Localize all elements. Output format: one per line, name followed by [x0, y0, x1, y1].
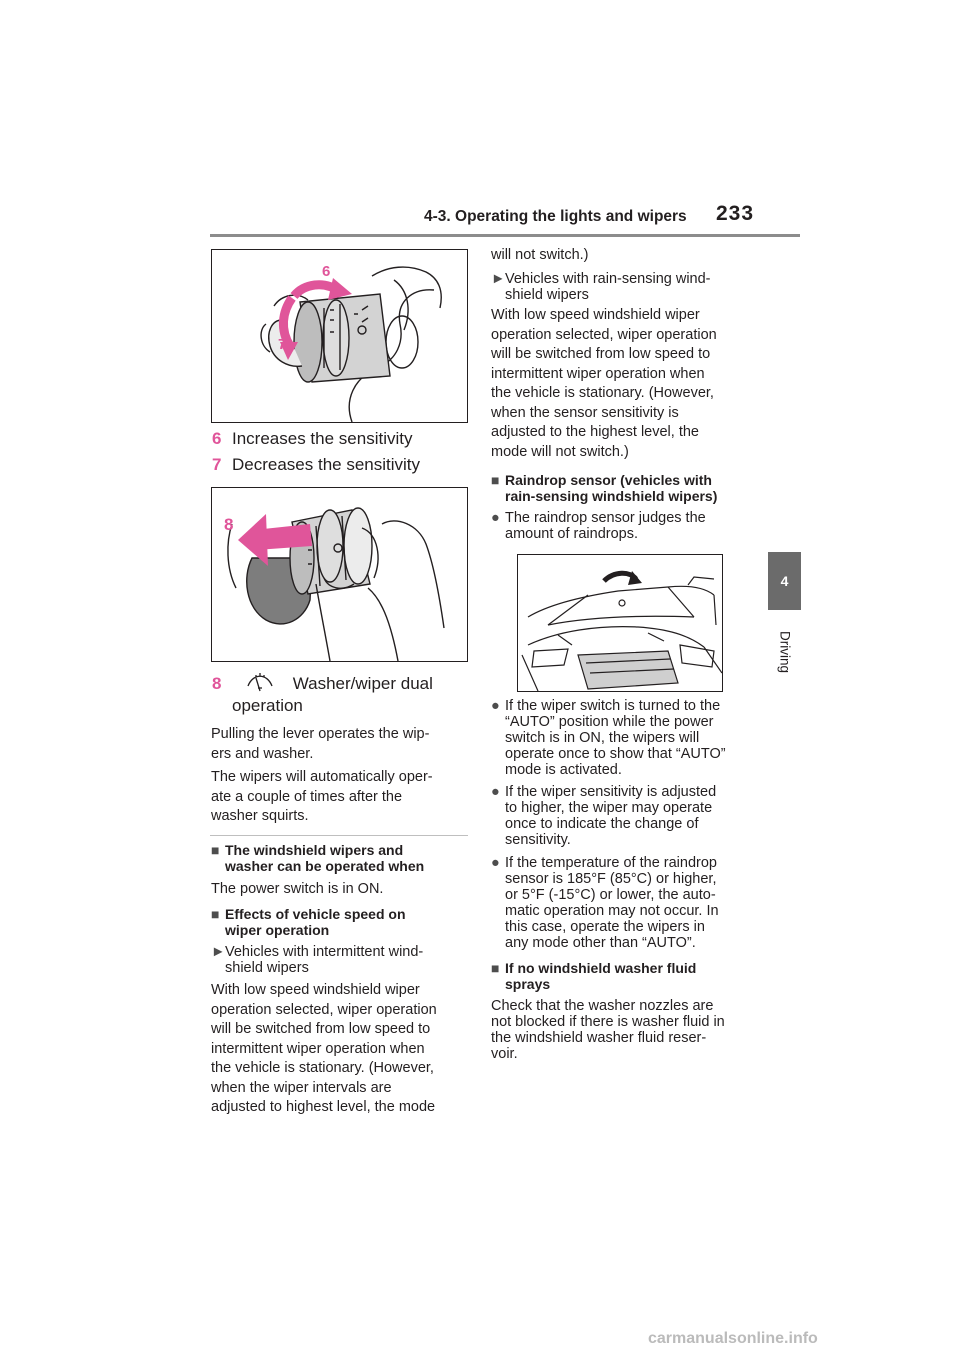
heading-operated-when: ■ The windshield wipers and washer can be operated when — [211, 842, 425, 874]
paragraph-check-nozzles: Check that the washer nozzles are not blocked if there is washer fluid in the windshield washer fluid reser- voir. — [491, 998, 725, 1062]
watermark: carmanualsonline.info — [648, 1330, 818, 1347]
washer-wiper-icon — [245, 671, 275, 693]
figure-wiper-sensitivity — [211, 249, 468, 423]
figure-raindrop-sensor — [517, 554, 723, 692]
heading-raindrop-sensor: ■ Raindrop sensor (vehicles with rain-sensing windshield wipers) — [491, 472, 718, 504]
step-7: 7 Decreases the sensitivity — [212, 455, 421, 474]
step-6: 6 Increases the sensitivity — [212, 429, 413, 448]
bullet-auto-position: ● If the wiper switch is turned to the “AUTO” position while the power switch is in ON, the wipers will operate once to show that “AUTO” mode is activated. — [491, 698, 726, 778]
paragraph-rain-sensing: With low speed windshield wiper operation selected, wiper operation will be switched from low speed to intermittent wiper operation when the vehicle is stationary. (However, when the sensor sensitivity is adjusted to the highest level, the mode will not switch.) — [491, 307, 717, 460]
paragraph-power-on: The power switch is in ON. — [211, 881, 384, 897]
sub-rain-sensing-wipers: ►Vehicles with rain-sensing wind- shield wipers — [491, 271, 711, 303]
callout-6: 6 — [322, 263, 331, 280]
callout-7: 7 — [278, 336, 287, 353]
page-number: 233 — [716, 202, 755, 225]
bullet-temperature: ● If the temperature of the raindrop sensor is 185°F (85°C) or higher, or 5°F (-15°C) or lower, the auto- matic operation may not occur. In this case, operate the wipers in any mode other than “AUTO”. — [491, 855, 719, 951]
heading-no-washer-fluid: ■ If no windshield washer fluid sprays — [491, 960, 697, 992]
sub-intermittent-wipers: ►Vehicles with intermittent wind- shield wipers — [211, 944, 424, 976]
header-divider — [210, 234, 800, 237]
step-8-cont: operation — [232, 696, 303, 715]
paragraph-intermittent: With low speed windshield wiper operation selected, wiper operation will be switched from low speed to intermittent wiper operation when the vehicle is stationary. (However, when the wiper intervals are adjusted to highest level, the mode — [211, 982, 437, 1115]
step-8: 8 Washer/wiper dual — [212, 671, 433, 696]
heading-vehicle-speed: ■ Effects of vehicle speed on wiper operation — [211, 906, 406, 938]
bullet-raindrop-judge: ● The raindrop sensor judges the amount of raindrops. — [491, 510, 706, 542]
callout-8: 8 — [224, 515, 234, 534]
chapter-tab[interactable]: 4 — [768, 552, 801, 610]
bullet-sensitivity-adjusted: ● If the wiper sensitivity is adjusted to higher, the wiper may operate once to indicate the change of sensitivity. — [491, 784, 717, 848]
figure-washer-pull — [211, 487, 468, 662]
section-divider — [210, 835, 468, 836]
paragraph-auto-wipe: The wipers will automatically oper- ate a couple of times after the washer squirts. — [211, 769, 433, 824]
paragraph-pull-lever: Pulling the lever operates the wip- ers and washer. — [211, 726, 430, 762]
chapter-tab-label: Driving — [777, 630, 793, 674]
section-title: 4-3. Operating the lights and wipers — [424, 208, 687, 225]
paragraph-continued: will not switch.) — [491, 247, 589, 263]
